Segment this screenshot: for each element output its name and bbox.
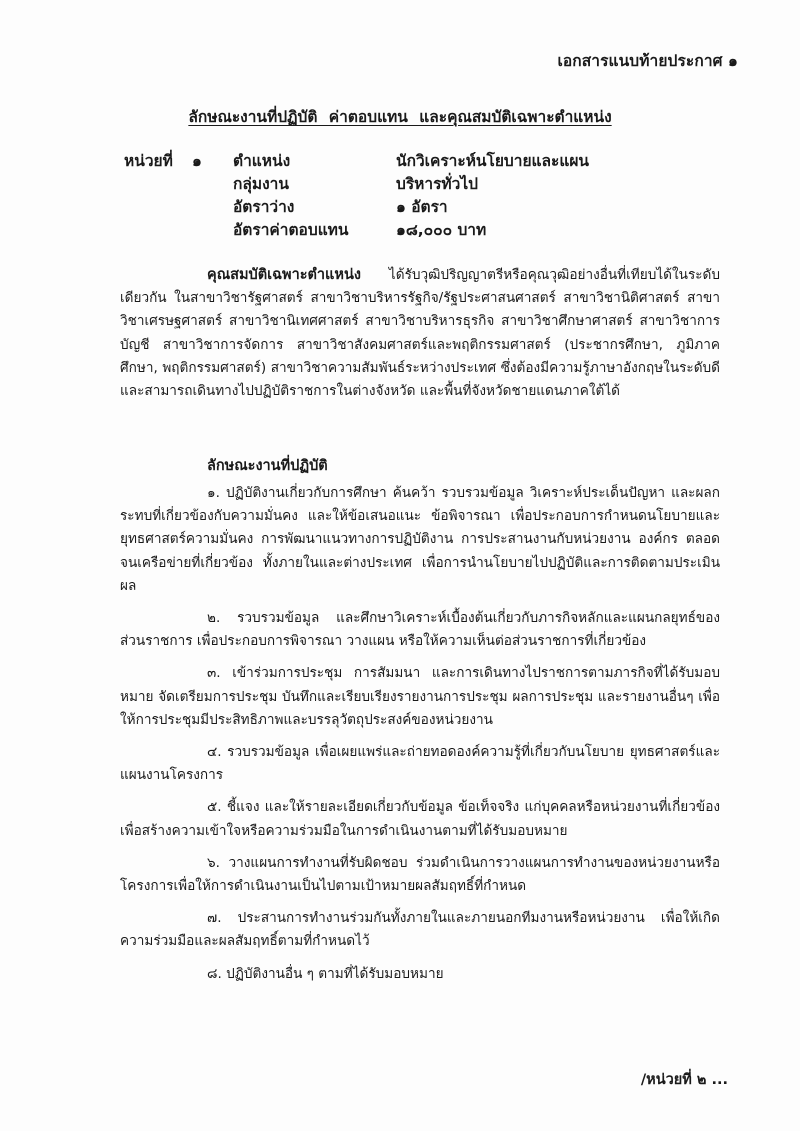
vacancies-label: อัตราว่าง — [233, 198, 295, 216]
attachment-reference: เอกสารแนบท้ายประกาศ ๑ — [557, 52, 738, 70]
vacancies-value: ๑ อัตรา — [396, 198, 448, 216]
duty-item-4: ๔. รวบรวมข้อมูล เพื่อเผยแพร่และถ่ายทอดองค์ความรู้ที่เกี่ยวกับนโยบาย ยุทธศาสตร์และแผนงานโครงการ — [120, 744, 720, 784]
duty-item-1: ๑. ปฏิบัติงานเกี่ยวกับการศึกษา ค้นคว้า รวบรวมข้อมูล วิเคราะห์ประเด็นปัญหา และผลกระทบที่เกี่ยวข้องกับความมั่นคง และให้ข้อเสนอแนะ ข้อพิจารณา เพื่อประกอบการกำหนดนโยบายและยุทธศาสตร์ความมั่นคง การพัฒนาแนวทางการปฏิบัติงาน การประสานงานกับหน่วยงาน องค์กร ตลอดจนเครือข่ายที่เกี่ยวข้อง ทั้งภายในและต่างประเทศ เพื่อการนำนโยบายไปปฏิบัติและการติดตามประเมินผล — [120, 485, 720, 594]
position-value: นักวิเคราะห์นโยบายและแผน — [396, 152, 590, 170]
unit-row-work-group — [124, 173, 589, 196]
duty-item-3: ๓. เข้าร่วมการประชุม การสัมมนา และการเดินทางไปราชการตามภารกิจที่ได้รับมอบหมาย จัดเตรียมการประชุม บันทึกและเรียบเรียงรายงานการประชุม ผลการประชุม และรายงานอื่นๆ เพื่อให้การประชุมมีประสิทธิภาพและบรรลุวัตถุประสงค์ของหน่วยงาน — [120, 665, 720, 728]
duties-heading: ลักษณะงานที่ปฏิบัติ — [207, 458, 328, 474]
duty-item-7: ๗. ประสานการทำงานร่วมกันทั้งภายในและภายนอกทีมงานหรือหน่วยงาน เพื่อให้เกิดความร่วมมือและผลสัมฤทธิ์ตามที่กำหนดไว้ — [120, 910, 720, 950]
work-group-value: บริหารทั่วไป — [396, 175, 478, 193]
document-title: ลักษณะงานที่ปฏิบัติ ค่าตอบแทน และคุณสมบัติเฉพาะตำแหน่ง — [188, 108, 612, 126]
unit-info-block — [124, 150, 589, 242]
salary-label: อัตราค่าตอบแทน — [233, 221, 349, 239]
duty-item-2: ๒. รวบรวมข้อมูล และศึกษาวิเคราะห์เบื้องต้นเกี่ยวกับภารกิจหลักและแผนกลยุทธ์ของส่วนราชการ เพื่อประกอบการพิจารณา วางแผน หรือให้ความเห็นต่อส่วนราชการที่เกี่ยวข้อง — [120, 610, 720, 650]
qualification-heading: คุณสมบัติเฉพาะตำแหน่ง — [207, 267, 361, 283]
position-label: ตำแหน่ง — [233, 152, 291, 170]
salary-value: ๑๘,๐๐๐ บาท — [396, 221, 487, 239]
qualification-paragraph — [120, 264, 720, 403]
duty-item-8: ๘. ปฏิบัติงานอื่น ๆ ตามที่ได้รับมอบหมาย — [207, 965, 444, 982]
work-group-label: กลุ่มงาน — [233, 175, 289, 193]
duties-list — [120, 482, 720, 995]
unit-row-salary — [124, 219, 589, 242]
unit-row-vacancies — [124, 196, 589, 219]
unit-number: ๑ — [192, 152, 202, 170]
duty-item-5: ๕. ชี้แจง และให้รายละเอียดเกี่ยวกับข้อมูล ข้อเท็จจริง แก่บุคคลหรือหน่วยงานที่เกี่ยวข้อง เพื่อสร้างความเข้าใจหรือความร่วมมือในการดำเนินงานตามที่ได้รับมอบหมาย — [120, 799, 720, 839]
duty-item-6: ๖. วางแผนการทำงานที่รับผิดชอบ ร่วมดำเนินการวางแผนการทำงานของหน่วยงานหรือโครงการเพื่อให้การดำเนินงานเป็นไปตามเป้าหมายผลสัมฤทธิ์ที่กำหนด — [120, 854, 720, 895]
unit-row-position — [124, 150, 589, 173]
continuation-marker: /หน่วยที่ ๒ ... — [640, 1072, 728, 1088]
unit-label: หน่วยที่ — [124, 152, 173, 170]
qualification-text: ได้รับวุฒิปริญญาตรีหรือคุณวุฒิอย่างอื่นที่เทียบได้ในระดับเดียวกัน ในสาขาวิชารัฐศาสตร์ สาขาวิชาบริหารรัฐกิจ/รัฐประศาสนศาสตร์ สาขาวิชานิติศาสตร์ สาขาวิชาเศรษฐศาสตร์ สาขาวิชานิเทศศาสตร์ สาขาวิชาบริหารธุรกิจ สาขาวิชาศึกษาศาสตร์ สาขาวิชาการบัญชี สาขาวิชาการจัดการ สาขาวิชาสังคมศาสตร์และพฤติกรรมศาสตร์ (ประชากรศึกษา, ภูมิภาคศึกษา, พฤติกรรมศาสตร์) สาขาวิชาความสัมพันธ์ระหว่างประเทศ ซึ่งต้องมีความรู้ภาษาอังกฤษในระดับดี และสามารถเดินทางไปปฏิบัติราชการในต่างจังหวัด และพื้นที่จังหวัดชายแดนภาคใต้ได้ — [120, 267, 720, 400]
